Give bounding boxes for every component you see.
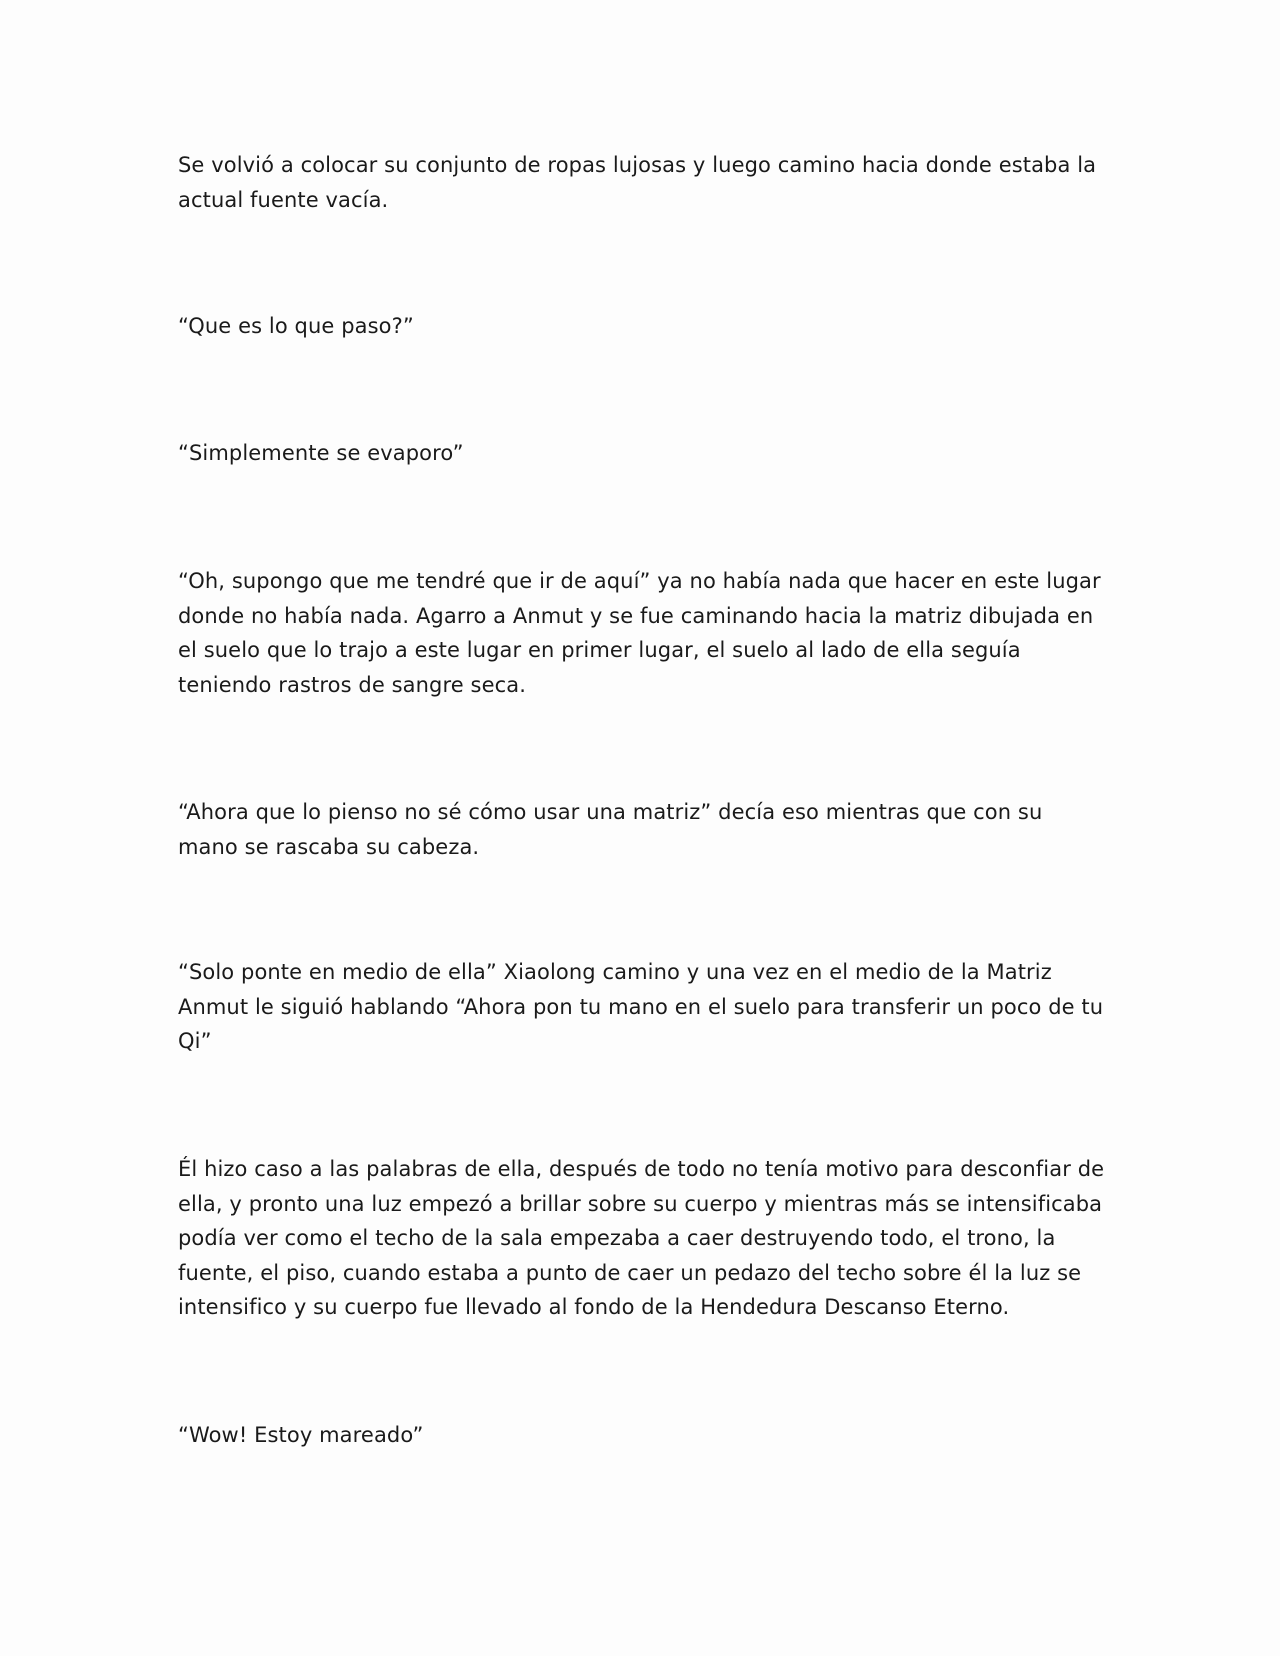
paragraph-3: “Simplemente se evaporo” [178, 441, 464, 465]
paragraph-6: “Solo ponte en medio de ella” Xiaolong camino y una vez en el medio de la Matriz Anmut le siguió hablando “Ahora pon tu mano en el suelo para transferir un poco de tu Qi” [178, 960, 1104, 1053]
paragraph-4: “Oh, supongo que me tendré que ir de aquí” ya no había nada que hacer en este lugar donde no había nada. Agarro a Anmut y se fue caminando hacia la matriz dibujada en el suelo que lo trajo a este lugar en primer lugar, el suelo al lado de ella seguía teniendo rastros de sangre seca. [178, 569, 1101, 697]
paragraph-7: Él hizo caso a las palabras de ella, después de todo no tenía motivo para desconfiar de ella, y pronto una luz empezó a brillar sobre su cuerpo y mientras más se intensificaba podía ver como el techo de la sala empezaba a caer destruyendo todo, el trono, la fuente, el piso, cuando estaba a punto de caer un pedazo del techo sobre él la luz se intensifico y su cuerpo fue llevado al fondo de la Hendedura Descanso Eterno. [178, 1157, 1105, 1319]
paragraph-1: Se volvió a colocar su conjunto de ropas lujosas y luego camino hacia donde estaba la actual fuente vacía. [178, 153, 1097, 212]
paragraph-5: “Ahora que lo pienso no sé cómo usar una matriz” decía eso mientras que con su mano se rascaba su cabeza. [178, 800, 1043, 859]
paragraph-8: “Wow! Estoy mareado” [178, 1423, 424, 1447]
paragraph-2: “Que es lo que paso?” [178, 314, 414, 338]
